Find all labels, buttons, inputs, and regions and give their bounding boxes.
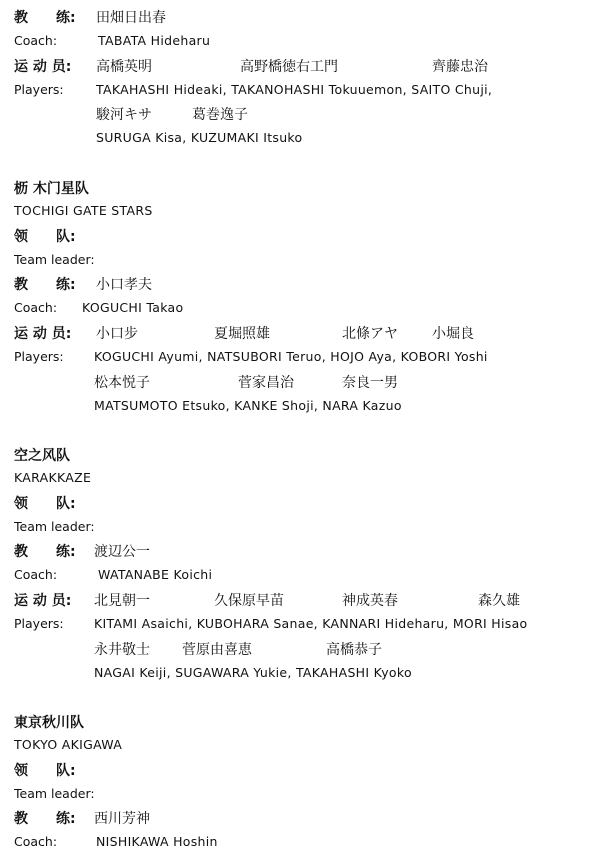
leader-label-cn: 领 队: (14, 496, 76, 512)
players-label-en: Players: (14, 349, 64, 364)
player-name-cn: 夏堀照雄 (214, 326, 270, 342)
players-names-en: TAKAHASHI Hideaki, TAKANOHASHI Tokuuemon, SAITO Chuji, (96, 82, 493, 97)
players-names-en: NAGAI Keiji, SUGAWARA Yukie, TAKAHASHI Kyoko (94, 665, 412, 680)
coach-name-cn: 小口孝夫 (96, 277, 152, 293)
leader-label-cn: 领 队: (14, 763, 76, 779)
player-name-cn: 松本悦子 (94, 375, 150, 391)
team-name-cn: 空之风队 (14, 448, 70, 464)
team-name-cn: 枥 木门星队 (14, 181, 89, 197)
coach-name-en: WATANABE Koichi (98, 567, 213, 582)
player-name-cn: 小口步 (96, 326, 138, 342)
leader-label-cn: 领 队: (14, 229, 76, 245)
coach-name-cn: 西川芳神 (94, 811, 150, 827)
player-name-cn: 永井敬士 (94, 642, 150, 658)
coach-name-en: KOGUCHI Takao (82, 300, 184, 315)
coach-label-en: Coach: (14, 834, 58, 849)
leader-label-en: Team leader: (14, 786, 95, 801)
player-name-cn: 菅家昌治 (238, 375, 294, 391)
player-name-cn: 高橋英明 (96, 59, 152, 75)
player-name-cn: 小堀良 (432, 326, 474, 342)
coach-label-en: Coach: (14, 300, 58, 315)
coach-label-cn: 教 练: (14, 811, 76, 827)
players-label-cn: 运 动 员: (14, 326, 72, 342)
team-name-cn: 東京秋川队 (14, 715, 84, 731)
player-name-cn: 森久雄 (478, 593, 520, 609)
player-name-cn: 奈良一男 (342, 375, 398, 391)
coach-label-en: Coach: (14, 33, 58, 48)
coach-label-en: Coach: (14, 567, 58, 582)
player-name-cn: 久保原早苗 (214, 593, 284, 609)
player-name-cn: 神成英春 (342, 593, 398, 609)
team-name-en: TOKYO AKIGAWA (14, 737, 123, 752)
player-name-cn: 高野橋徳右工門 (240, 59, 338, 75)
players-names-en: KOGUCHI Ayumi, NATSUBORI Teruo, HOJO Aya, KOBORI Yoshi (94, 349, 488, 364)
players-label-cn: 运 动 员: (14, 593, 72, 609)
player-name-cn: 北條アヤ (342, 326, 398, 342)
player-name-cn: 齊藤忠治 (432, 59, 488, 75)
player-name-cn: 葛巻逸子 (192, 107, 248, 123)
team-name-en: TOCHIGI GATE STARS (14, 203, 153, 218)
team-name-en: KARAKKAZE (14, 470, 92, 485)
player-name-cn: 菅原由喜恵 (182, 642, 252, 658)
players-names-en: SURUGA Kisa, KUZUMAKI Itsuko (96, 130, 303, 145)
coach-name-cn: 田畑日出春 (96, 10, 166, 26)
player-name-cn: 駿河キサ (96, 107, 152, 123)
coach-name-cn: 渡辺公一 (94, 544, 150, 560)
coach-label-cn: 教 练: (14, 544, 76, 560)
player-name-cn: 高橋恭子 (326, 642, 382, 658)
players-label-en: Players: (14, 82, 64, 97)
leader-label-en: Team leader: (14, 252, 95, 267)
coach-name-en: NISHIKAWA Hoshin (96, 834, 218, 849)
players-names-en: MATSUMOTO Etsuko, KANKE Shoji, NARA Kazuo (94, 398, 402, 413)
coach-name-en: TABATA Hideharu (98, 33, 211, 48)
leader-label-en: Team leader: (14, 519, 95, 534)
player-name-cn: 北見朝一 (94, 593, 150, 609)
players-label-en: Players: (14, 616, 64, 631)
players-names-en: KITAMI Asaichi, KUBOHARA Sanae, KANNARI Hideharu, MORI Hisao (94, 616, 528, 631)
coach-label-cn: 教 练: (14, 10, 76, 26)
players-label-cn: 运 动 员: (14, 59, 72, 75)
coach-label-cn: 教 练: (14, 277, 76, 293)
